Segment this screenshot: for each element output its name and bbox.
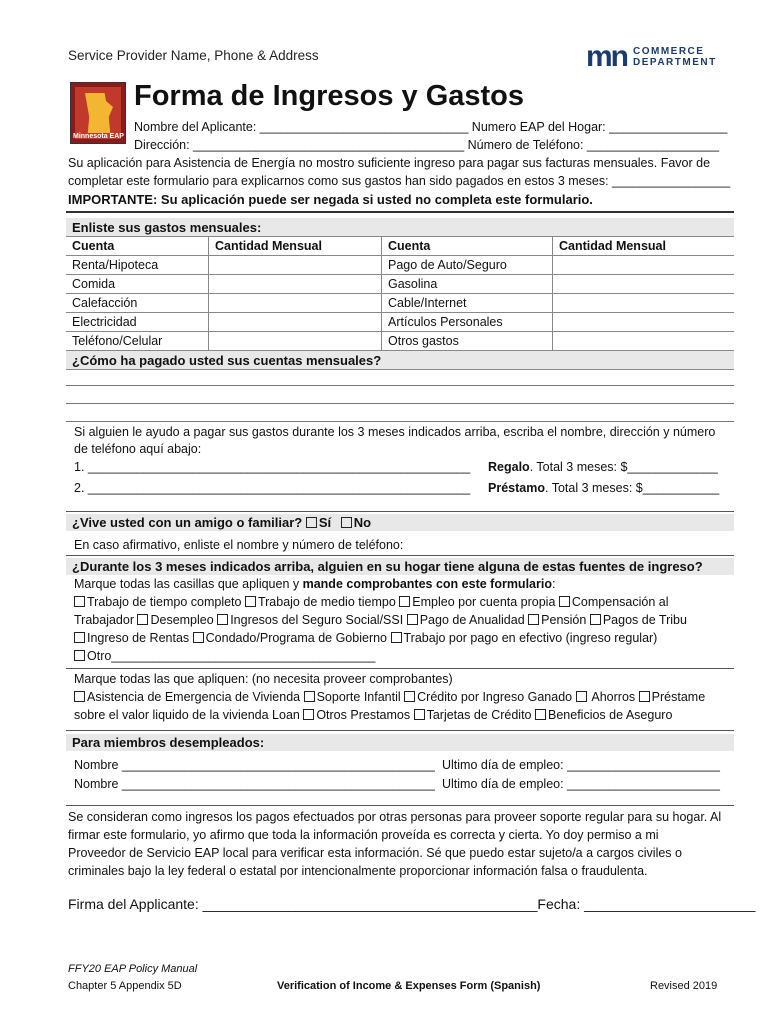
col-header: Cantidad Mensual xyxy=(553,237,735,256)
checkbox[interactable] xyxy=(74,650,85,661)
income-mark-suffix: : xyxy=(551,577,556,591)
expense-label: Pago de Auto/Seguro xyxy=(382,256,553,275)
footer-form-name: Verification of Income & Expenses Form (Spanish) xyxy=(277,980,541,992)
option-label: Compensación al xyxy=(571,595,669,609)
unemployed-name-2[interactable]: Nombre _____________________________________________ xyxy=(74,777,435,791)
signature-line[interactable]: Firma del Applicante: ___________________________________________Fecha: ______________________ xyxy=(68,896,756,912)
table-row xyxy=(66,332,734,351)
commerce-logo xyxy=(586,40,717,73)
table-row xyxy=(66,256,734,275)
option-label: Otros Prestamos xyxy=(316,708,411,722)
option-label: Trabajo por pago en efectivo (ingreso regular) xyxy=(403,631,658,645)
amount-field[interactable] xyxy=(209,294,382,313)
checkbox[interactable] xyxy=(576,691,587,702)
last-day-2[interactable]: Ultimo día de empleo: ______________________ xyxy=(442,777,721,791)
expense-label: Teléfono/Celular xyxy=(66,332,209,351)
checkbox[interactable] xyxy=(217,614,228,625)
answer-line[interactable] xyxy=(66,421,734,422)
expense-label: Electricidad xyxy=(66,313,209,332)
income-mark-prefix: Marque todas las casillas que apliquen y xyxy=(74,577,303,591)
answer-line[interactable] xyxy=(66,403,734,404)
option-label: Pagos de Tribu xyxy=(602,613,687,627)
expense-label: Comida xyxy=(66,275,209,294)
checkbox[interactable] xyxy=(559,596,570,607)
option-label: Préstame xyxy=(651,690,706,704)
option-label: Crédito por Ingreso Ganado xyxy=(417,690,573,704)
checkbox[interactable] xyxy=(528,614,539,625)
declaration-1: Se consideran como ingresos los pagos efectuados por otras personas para proveer soporte regular para su hogar. Al xyxy=(68,810,722,824)
option-label: Asistencia de Emergencia de Vivienda xyxy=(87,690,301,704)
minnesota-eap-seal xyxy=(70,82,126,144)
checkbox[interactable] xyxy=(193,632,204,643)
yes-checkbox[interactable] xyxy=(306,517,317,528)
income-mark-note xyxy=(74,577,555,591)
checkbox[interactable] xyxy=(304,691,315,702)
no-checkbox[interactable] xyxy=(341,517,352,528)
expense-label: Cable/Internet xyxy=(382,294,553,313)
amount-field[interactable] xyxy=(553,256,735,275)
loan-rest: . Total 3 meses: $___________ xyxy=(544,481,720,495)
friend-section xyxy=(66,514,734,531)
yes-label: Sí xyxy=(318,515,332,530)
table-row xyxy=(66,275,734,294)
amount-field[interactable] xyxy=(209,313,382,332)
option-label: Pago de Anualidad xyxy=(419,613,525,627)
expense-label: Artículos Personales xyxy=(382,313,553,332)
table-row xyxy=(66,294,734,313)
checkbox[interactable] xyxy=(303,709,314,720)
checkbox[interactable] xyxy=(74,632,85,643)
applicant-name-line[interactable]: Nombre del Aplicante: ______________________________ Numero EAP del Hogar: _________________ xyxy=(134,120,728,134)
amount-field[interactable] xyxy=(553,332,735,351)
option-label: Trabajo de medio tiempo xyxy=(257,595,396,609)
friend-question: ¿Vive usted con un amigo o familiar? xyxy=(72,515,303,530)
income-row-4 xyxy=(74,649,375,663)
seal-label: Minnesota EAP xyxy=(73,133,124,140)
friend-note: En caso afirmativo, enliste el nombre y número de teléfono: xyxy=(74,538,404,552)
option-label: Condado/Programa de Gobierno xyxy=(205,631,388,645)
declaration-2: firmar este formulario, yo afirmo que toda la información proveída es correcta y cierta. Yo doy permiso a mi xyxy=(68,828,659,842)
option-label: Ingreso de Rentas xyxy=(87,631,190,645)
amount-field[interactable] xyxy=(553,275,735,294)
expenses-table xyxy=(66,218,734,370)
helper-text-2: de teléfono aquí abajo: xyxy=(74,442,202,456)
checkbox[interactable] xyxy=(74,596,85,607)
intro-text-1: Su aplicación para Asistencia de Energía no mostro suficiente ingreso para pagar sus facturas mensuales. Favor de xyxy=(68,156,711,170)
expense-label: Calefacción xyxy=(66,294,209,313)
logo-line1: COMMERCE xyxy=(633,46,705,57)
option-label: Pensión xyxy=(541,613,587,627)
declaration-4: criminales bajo la ley federal o estatal por intencionalmente proporcionar información falsa o fraudulenta. xyxy=(68,864,648,878)
option-label: Empleo por cuenta propia xyxy=(412,595,556,609)
helper-text-1: Si alguien le ayudo a pagar sus gastos durante los 3 meses indicados arriba, escriba el nombre, dirección y número xyxy=(74,425,716,439)
other-label[interactable]: Otro______________________________________ xyxy=(87,649,376,663)
option-label: Ahorros xyxy=(588,690,636,704)
unemployed-name-1[interactable]: Nombre _____________________________________________ xyxy=(74,758,435,772)
expense-label: Renta/Hipoteca xyxy=(66,256,209,275)
no-proof-note: Marque todas las que apliquen: (no necesita proveer comprobantes) xyxy=(74,672,453,686)
checkbox[interactable] xyxy=(137,614,148,625)
option-label: Tarjetas de Crédito xyxy=(426,708,532,722)
unemployed-title: Para miembros desempleados: xyxy=(66,734,734,751)
last-day-1[interactable]: Ultimo día de empleo: ______________________ xyxy=(442,758,721,772)
table-row xyxy=(66,313,734,332)
loan-total[interactable] xyxy=(488,481,719,495)
col-header: Cantidad Mensual xyxy=(209,237,382,256)
checkbox[interactable] xyxy=(407,614,418,625)
gift-label: Regalo xyxy=(488,460,530,474)
helper-entry-2[interactable]: 2. _______________________________________________________ xyxy=(74,481,471,495)
expense-label: Otros gastos xyxy=(382,332,553,351)
gift-total[interactable] xyxy=(488,460,718,474)
option-label: Desempleo xyxy=(150,613,214,627)
footer-chapter: Chapter 5 Appendix 5D xyxy=(68,980,182,992)
no-proof-row-1 xyxy=(74,690,705,704)
checkbox[interactable] xyxy=(245,596,256,607)
checkbox[interactable] xyxy=(74,691,85,702)
row2-start: Trabajador xyxy=(74,613,138,627)
option-label: Soporte Infantil xyxy=(316,690,401,704)
amount-field[interactable] xyxy=(209,256,382,275)
income-question: ¿Durante los 3 meses indicados arriba, alguien en su hogar tiene alguna de estas fuentes de ingreso? xyxy=(66,558,734,575)
gift-rest: . Total 3 meses: $_____________ xyxy=(529,460,718,474)
answer-line[interactable] xyxy=(66,385,734,386)
checkbox[interactable] xyxy=(414,709,425,720)
income-row-2 xyxy=(74,613,687,627)
form-title: Forma de Ingresos y Gastos xyxy=(134,80,525,112)
checkbox[interactable] xyxy=(535,709,546,720)
checkbox[interactable] xyxy=(391,632,402,643)
no-proof-row-2 xyxy=(74,708,672,722)
no-label: No xyxy=(353,515,372,530)
service-provider-label: Service Provider Name, Phone & Address xyxy=(68,48,319,63)
declaration-3: Proveedor de Servicio EAP local para verificar esta información. Sé que puedo estar sujeto/a a cargos civiles o xyxy=(68,846,682,860)
helper-entry-1[interactable]: 1. _______________________________________________________ xyxy=(74,460,471,474)
option-label: Ingresos del Seguro Social/SSI xyxy=(230,613,404,627)
option-label: Beneficios de Aseguro xyxy=(548,708,673,722)
logo-line2: DEPARTMENT xyxy=(633,57,717,68)
important-notice: IMPORTANTE: Su aplicación puede ser negada si usted no completa este formulario. xyxy=(68,192,593,207)
logo-text xyxy=(633,46,717,68)
expenses-section-title: Enliste sus gastos mensuales: xyxy=(66,218,734,237)
amount-field[interactable] xyxy=(553,313,735,332)
checkbox[interactable] xyxy=(399,596,410,607)
applicant-address-line[interactable]: Dirección: _______________________________________ Número de Teléfono: ___________________ xyxy=(134,138,720,152)
income-mark-bold: mande comprobantes con este formulario xyxy=(302,577,552,591)
footer-revised: Revised 2019 xyxy=(650,980,718,992)
amount-field[interactable] xyxy=(209,275,382,294)
amount-field[interactable] xyxy=(553,294,735,313)
expense-label: Gasolina xyxy=(382,275,553,294)
loan-label: Préstamo xyxy=(488,481,545,495)
income-row-3 xyxy=(74,631,657,645)
amount-field[interactable] xyxy=(209,332,382,351)
mn-logo-mark: mn xyxy=(586,40,627,73)
checkbox[interactable] xyxy=(590,614,601,625)
checkbox[interactable] xyxy=(404,691,415,702)
footer-manual: FFY20 EAP Policy Manual xyxy=(68,963,198,975)
income-row-1 xyxy=(74,595,669,609)
col-header: Cuenta xyxy=(66,237,209,256)
col-header: Cuenta xyxy=(382,237,553,256)
nopr-row2-start: sobre el valor liquido de la vivienda Loan xyxy=(74,708,304,722)
intro-text-2: completar este formulario para explicarnos como sus gastos han sido pagados en estos 3 meses: _________________ xyxy=(68,174,731,188)
option-label: Trabajo de tiempo completo xyxy=(87,595,242,609)
checkbox[interactable] xyxy=(639,691,650,702)
paid-question: ¿Cómo ha pagado usted sus cuentas mensuales? xyxy=(66,351,734,370)
